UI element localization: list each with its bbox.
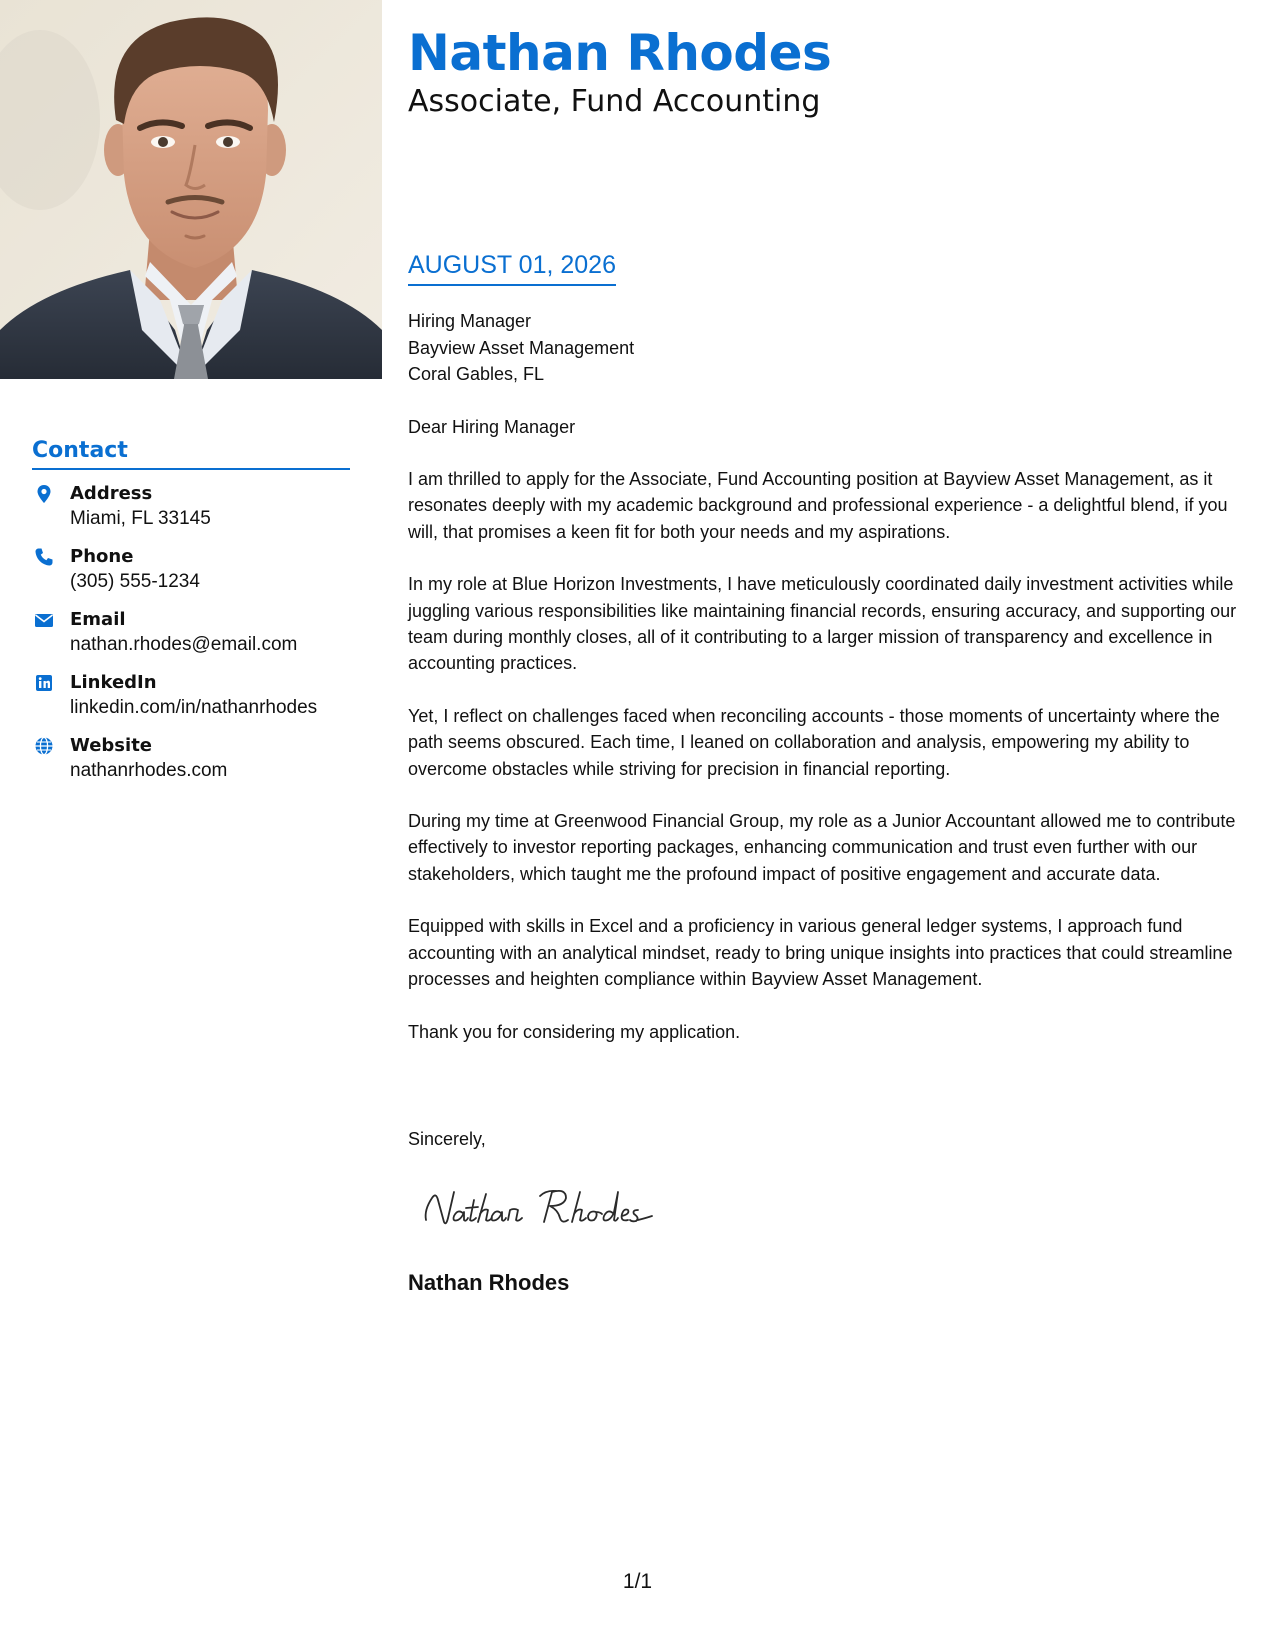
- globe-icon: [34, 736, 54, 756]
- recipient-location: Coral Gables, FL: [408, 364, 545, 384]
- salutation: Dear Hiring Manager: [408, 417, 576, 437]
- handwritten-signature: [420, 1180, 670, 1240]
- profile-photo: [0, 0, 382, 379]
- recipient-company: Bayview Asset Management: [408, 337, 635, 358]
- contact-item-website: [32, 734, 350, 797]
- page-number: 1/1: [622, 1570, 653, 1593]
- letter-main: [408, 22, 1243, 1295]
- body-paragraph: During my time at Greenwood Financial Group, my role as a Junior Accountant allowed me to contribute effectively to investor reporting packages, enhancing communication and trust even further with our stakeholders, which taught me the profound impact of positive engagement and accurate data.: [408, 811, 1236, 884]
- signed-name: Nathan Rhodes: [408, 1270, 570, 1295]
- applicant-name: Nathan Rhodes: [408, 24, 832, 82]
- body-paragraph: Thank you for considering my application.: [408, 1021, 741, 1042]
- contact-value[interactable]: nathan.rhodes@email.com: [70, 634, 298, 655]
- closing: Sincerely,: [408, 1129, 486, 1149]
- contact-value[interactable]: linkedin.com/in/nathanrhodes: [70, 697, 318, 718]
- contact-label: Phone: [70, 546, 134, 567]
- body-paragraph: In my role at Blue Horizon Investments, I have meticulously coordinated daily investment activities while juggling various responsibilities like maintaining financial records, ensuring accuracy, and supporting our team during monthly closes, all of it contributing to a larger mission of transparency and excellence in accounting practices.: [408, 574, 1237, 674]
- sidebar: [32, 436, 350, 797]
- contact-item-address: [32, 482, 350, 545]
- contact-label: Website: [70, 735, 153, 756]
- contact-item-phone: [32, 545, 350, 608]
- recipient-block: [408, 308, 634, 388]
- contact-label: LinkedIn: [70, 672, 157, 693]
- letter-date: AUGUST 01, 2026: [408, 248, 616, 286]
- linkedin-icon: [34, 673, 54, 693]
- contact-item-linkedin: [32, 671, 350, 734]
- envelope-icon: [34, 610, 54, 630]
- contact-value: (305) 555-1234: [70, 571, 200, 592]
- phone-icon: [34, 547, 54, 567]
- body-paragraph: Yet, I reflect on challenges faced when reconciling accounts - those moments of uncertainty where the path seems obscured. Each time, I leaned on collaboration and analysis, empowering my ability to overcome obstacles while striving for precision in financial reporting.: [408, 705, 1220, 779]
- contact-value[interactable]: nathanrhodes.com: [70, 760, 228, 781]
- contact-label: Email: [70, 609, 126, 630]
- contact-value: Miami, FL 33145: [70, 508, 211, 529]
- body-paragraph: Equipped with skills in Excel and a proficiency in various general ledger systems, I approach fund accounting with an analytical mindset, ready to bring unique insights into practices that could streamline processes and heighten compliance within Bayview Asset Management.: [408, 916, 1233, 990]
- letter-body: [408, 466, 1243, 1071]
- contact-heading: Contact: [32, 436, 350, 470]
- body-paragraph: I am thrilled to apply for the Associate, Fund Accounting position at Bayview Asset Management, as it resonates deeply with my academic background and professional experience - a delightful blend, if you will, that promises a keen fit for both your needs and my aspirations.: [408, 469, 1228, 542]
- recipient-name: Hiring Manager: [408, 311, 532, 331]
- contact-item-email: [32, 608, 350, 671]
- contact-list: [32, 482, 350, 797]
- applicant-title: Associate, Fund Accounting: [408, 84, 821, 119]
- map-pin-icon: [34, 484, 54, 504]
- contact-label: Address: [70, 483, 153, 504]
